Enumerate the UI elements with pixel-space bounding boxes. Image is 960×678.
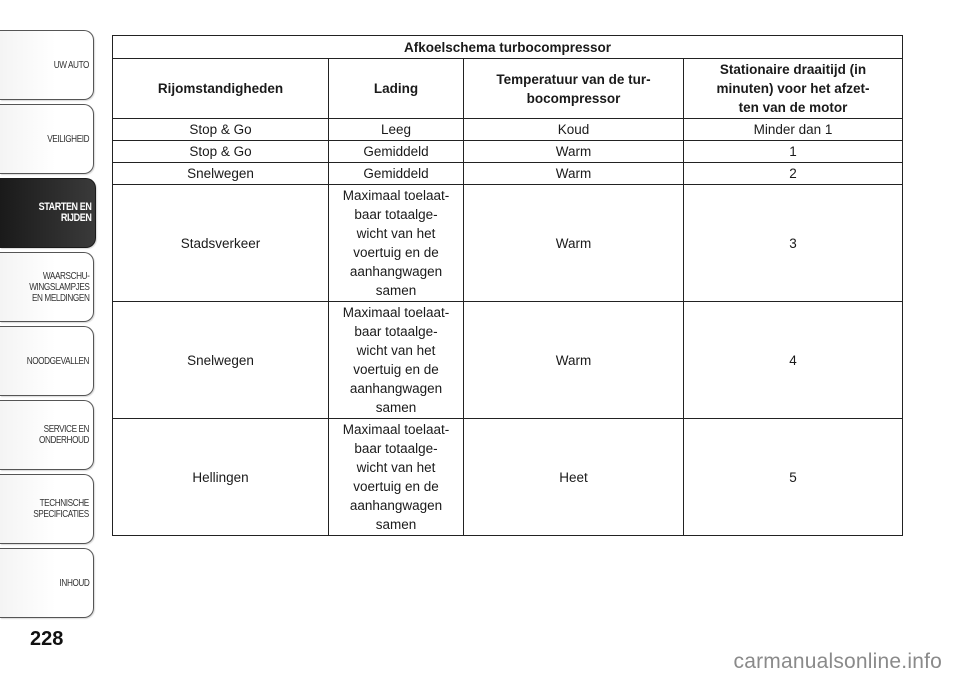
column-header <box>329 59 464 119</box>
chapter-tab[interactable] <box>0 474 94 544</box>
column-header <box>464 59 684 119</box>
cell-line: Gemiddeld <box>363 166 429 181</box>
table-cell-temp <box>464 119 684 141</box>
table-cell-idle <box>684 163 903 185</box>
chapter-tab-label: UW AUTO <box>53 59 89 71</box>
turbo-cooldown-table <box>112 35 903 536</box>
table-cell-cond <box>113 302 329 419</box>
cell-line: voertuig en de <box>353 362 439 377</box>
table-row <box>113 419 903 536</box>
column-header-line: Stationaire draaitijd (in <box>719 62 867 77</box>
cell-line: Maximaal toelaat- <box>342 305 450 320</box>
table-cell-temp <box>464 141 684 163</box>
table-body <box>113 119 903 536</box>
table-cell-load <box>329 419 464 536</box>
table-cell-temp <box>464 302 684 419</box>
cell-line: wicht van het <box>356 226 436 241</box>
column-header <box>684 59 903 119</box>
cell-line: voertuig en de <box>353 479 439 494</box>
chapter-tab[interactable] <box>0 104 94 174</box>
chapter-tab-label: INHOUD <box>59 577 89 589</box>
cell-line: baar totaalge- <box>354 441 438 456</box>
chapter-tab[interactable] <box>0 178 96 248</box>
cell-line: Leeg <box>380 122 412 137</box>
cell-line: 4 <box>789 352 797 368</box>
table-cell-load <box>329 141 464 163</box>
table-cell-idle <box>684 302 903 419</box>
cell-line: Stop & Go <box>189 122 252 137</box>
table-cell-idle <box>684 141 903 163</box>
table-row <box>113 185 903 302</box>
chapter-tab[interactable] <box>0 548 94 618</box>
table-cell-idle <box>684 119 903 141</box>
table-cell-cond <box>113 163 329 185</box>
table-cell-cond <box>113 141 329 163</box>
cell-line: Warm <box>555 352 592 368</box>
cell-line: baar totaalge- <box>354 324 438 339</box>
cell-line: Stop & Go <box>189 144 252 159</box>
cell-line: Warm <box>555 166 592 181</box>
cell-line: Warm <box>555 235 592 251</box>
chapter-tab[interactable] <box>0 400 94 470</box>
table-row <box>113 302 903 419</box>
cell-line: samen <box>375 283 417 298</box>
table-cell-cond <box>113 185 329 302</box>
cell-line: samen <box>375 517 417 532</box>
table-cell-idle <box>684 419 903 536</box>
chapter-tab-label: VEILIGHEID <box>47 133 89 145</box>
cell-line: 2 <box>789 166 797 181</box>
table-cell-temp <box>464 185 684 302</box>
cell-line: Maximaal toelaat- <box>342 422 450 437</box>
chapter-tab-label: TECHNISCHE SPECIFICATIES <box>33 498 89 520</box>
column-header-line: Lading <box>373 81 419 96</box>
table-cell-load <box>329 163 464 185</box>
cell-line: baar totaalge- <box>354 207 438 222</box>
table-cell-load <box>329 302 464 419</box>
cell-line: 3 <box>789 235 797 251</box>
cell-line: Heet <box>559 469 588 485</box>
cell-line: aanhangwagen <box>349 264 443 279</box>
table-row <box>113 163 903 185</box>
table-cell-idle <box>684 185 903 302</box>
cell-line: Gemiddeld <box>363 144 429 159</box>
chapter-tab[interactable] <box>0 252 94 322</box>
table-row <box>113 141 903 163</box>
table-cell-temp <box>464 419 684 536</box>
cell-line: 5 <box>789 469 797 485</box>
cell-line: voertuig en de <box>353 245 439 260</box>
table-cell-load <box>329 119 464 141</box>
table-cell-cond <box>113 419 329 536</box>
chapter-tab-label: STARTEN EN RIJDEN <box>38 201 91 224</box>
cell-line: Stadsverkeer <box>180 235 261 251</box>
column-header-line: minuten) voor het afzet- <box>716 81 870 96</box>
cell-line: wicht van het <box>356 460 436 475</box>
cell-line: Hellingen <box>192 469 249 485</box>
cell-line: wicht van het <box>356 343 436 358</box>
cell-line: Snelwegen <box>187 166 254 181</box>
column-header-line: Temperatuur van de tur- <box>496 71 651 87</box>
cell-line: Snelwegen <box>187 352 254 368</box>
cell-line: Minder dan 1 <box>753 122 833 137</box>
column-header <box>113 59 329 119</box>
column-header-line: ten van de motor <box>738 100 848 115</box>
chapter-tab-label: SERVICE EN ONDERHOUD <box>38 424 89 446</box>
table-cell-load <box>329 185 464 302</box>
table-row <box>113 119 903 141</box>
cell-line: Koud <box>557 122 590 137</box>
column-header-line: Rijomstandigheden <box>157 81 284 96</box>
watermark: carmanualsonline.info <box>733 650 942 673</box>
table-cell-cond <box>113 119 329 141</box>
chapter-tab[interactable] <box>0 30 94 100</box>
cell-line: Warm <box>555 144 592 159</box>
chapter-tab-label: NOODGEVALLEN <box>26 355 89 367</box>
table-header-row <box>113 59 903 119</box>
cell-line: samen <box>375 400 417 415</box>
page-number: 228 <box>30 628 64 650</box>
chapter-tab[interactable] <box>0 326 94 396</box>
chapter-tab-label: WAARSCHU- WINGSLAMPJES EN MELDINGEN <box>28 270 89 304</box>
table-cell-temp <box>464 163 684 185</box>
cell-line: 1 <box>789 144 797 159</box>
table-title: Afkoelschema turbocompressor <box>113 36 903 59</box>
cell-line: aanhangwagen <box>349 498 443 513</box>
column-header-line: bocompressor <box>526 90 621 106</box>
cell-line: aanhangwagen <box>349 381 443 396</box>
cell-line: Maximaal toelaat- <box>342 188 450 203</box>
